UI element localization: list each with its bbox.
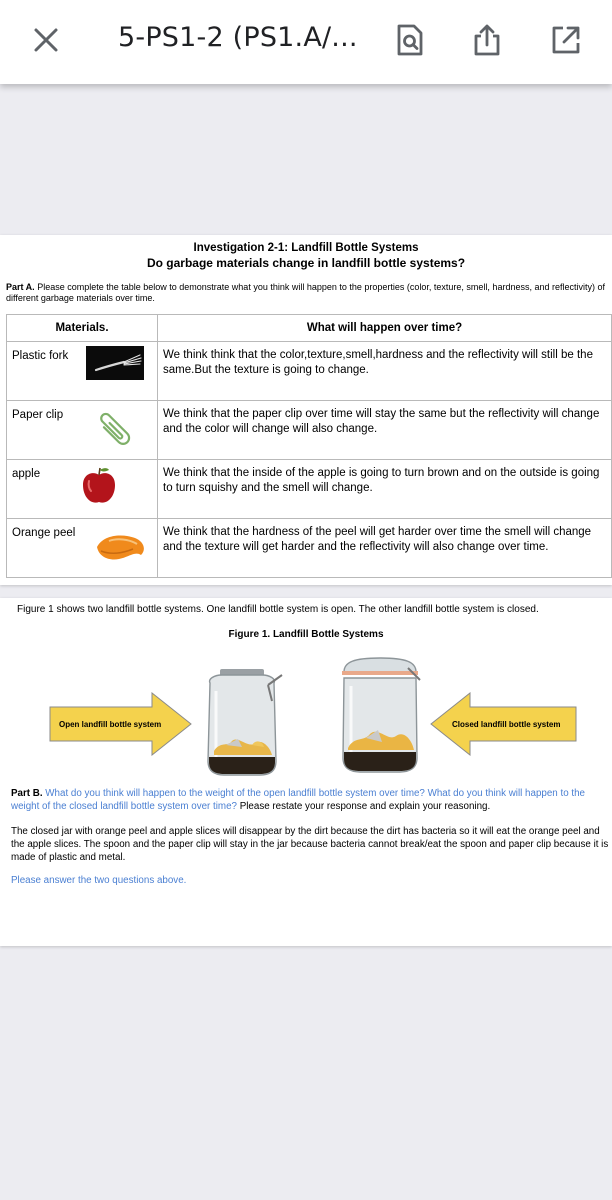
material-cell bbox=[7, 342, 158, 401]
prediction-cell: We think that the paper clip over time will stay the same but the reflectivity will change and the color will change will also change. bbox=[158, 401, 612, 460]
figure-title: Figure 1. Landfill Bottle Systems bbox=[228, 629, 384, 640]
prediction-cell: We think that the inside of the apple is going to turn brown and on the outside is going to turn squishy and the smell will change. bbox=[158, 460, 612, 519]
part-a-text: Please complete the table below to demonstrate what you think will happen to the properties (color, texture, smell, hardness, and reflectivity) of different garbage materials over time. bbox=[6, 282, 605, 303]
material-label: Paper clip bbox=[12, 409, 64, 421]
share-icon[interactable] bbox=[467, 20, 507, 60]
material-label: Plastic fork bbox=[12, 350, 69, 362]
figure-intro: Figure 1 shows two landfill bottle systems. One landfill bottle system is open. The other landfill bottle system is closed. bbox=[17, 604, 539, 615]
material-label: apple bbox=[12, 468, 41, 480]
materials-table bbox=[6, 314, 612, 578]
apple-image bbox=[79, 465, 119, 507]
open-external-icon[interactable] bbox=[546, 20, 586, 60]
table-header-row bbox=[7, 315, 612, 342]
part-b-answer: The closed jar with orange peel and apple slices will disappear by the dirt because the dirt has bacteria so it will eat the orange peel and the apple slices. The spoon and the paper clip will stay in the jar because bacteria cannot break/eat the spoon and paper clip because it is made of plastic and metal. bbox=[11, 826, 609, 863]
close-icon[interactable] bbox=[30, 24, 62, 56]
open-system-label: Open landfill bottle system bbox=[59, 720, 162, 729]
part-a-instructions bbox=[6, 282, 610, 304]
part-b-question-text: What do you think will happen to the weight of the open landfill bottle system over time? What do you think will happen to the weight of the closed landfill bottle system over time? bbox=[11, 788, 585, 812]
prediction-cell: We think that the hardness of the peel will get harder over time the smell will change and the texture will get harder and the reflectivity will also change over time. bbox=[158, 519, 612, 578]
table-row bbox=[7, 519, 612, 578]
orange-peel-image bbox=[91, 529, 151, 565]
part-a-label: Part A. bbox=[6, 282, 35, 292]
material-label: Orange peel bbox=[12, 527, 76, 539]
app-toolbar bbox=[0, 0, 612, 84]
material-cell bbox=[7, 401, 158, 460]
part-b-label: Part B. bbox=[11, 788, 43, 799]
prediction-cell: We think think that the color,texture,smell,hardness and the reflectivity will still be the same.But the texture is going to change. bbox=[158, 342, 612, 401]
table-row bbox=[7, 342, 612, 401]
plastic-fork-image bbox=[86, 346, 144, 380]
table-header-materials: Materials. bbox=[7, 315, 158, 342]
table-row bbox=[7, 460, 612, 519]
open-jar-image bbox=[198, 661, 286, 779]
answer-prompt: Please answer the two questions above. bbox=[11, 875, 187, 886]
search-document-icon[interactable] bbox=[390, 20, 430, 60]
part-b-instruction: Please restate your response and explain your reasoning. bbox=[236, 801, 491, 812]
table-header-prediction: What will happen over time? bbox=[158, 315, 612, 342]
material-cell bbox=[7, 460, 158, 519]
material-cell bbox=[7, 519, 158, 578]
document-page-1 bbox=[0, 235, 612, 585]
closed-jar-image bbox=[336, 654, 424, 776]
paper-clip-image bbox=[94, 407, 138, 449]
table-row bbox=[7, 401, 612, 460]
closed-system-label: Closed landfill bottle system bbox=[452, 720, 561, 729]
document-title: 5-PS1-2 (PS1.A/... bbox=[118, 22, 358, 53]
investigation-title: Investigation 2-1: Landfill Bottle Systems bbox=[193, 242, 419, 254]
investigation-question: Do garbage materials change in landfill bottle systems? bbox=[146, 256, 466, 270]
part-b-question bbox=[11, 787, 607, 813]
document-page-2 bbox=[0, 598, 612, 946]
